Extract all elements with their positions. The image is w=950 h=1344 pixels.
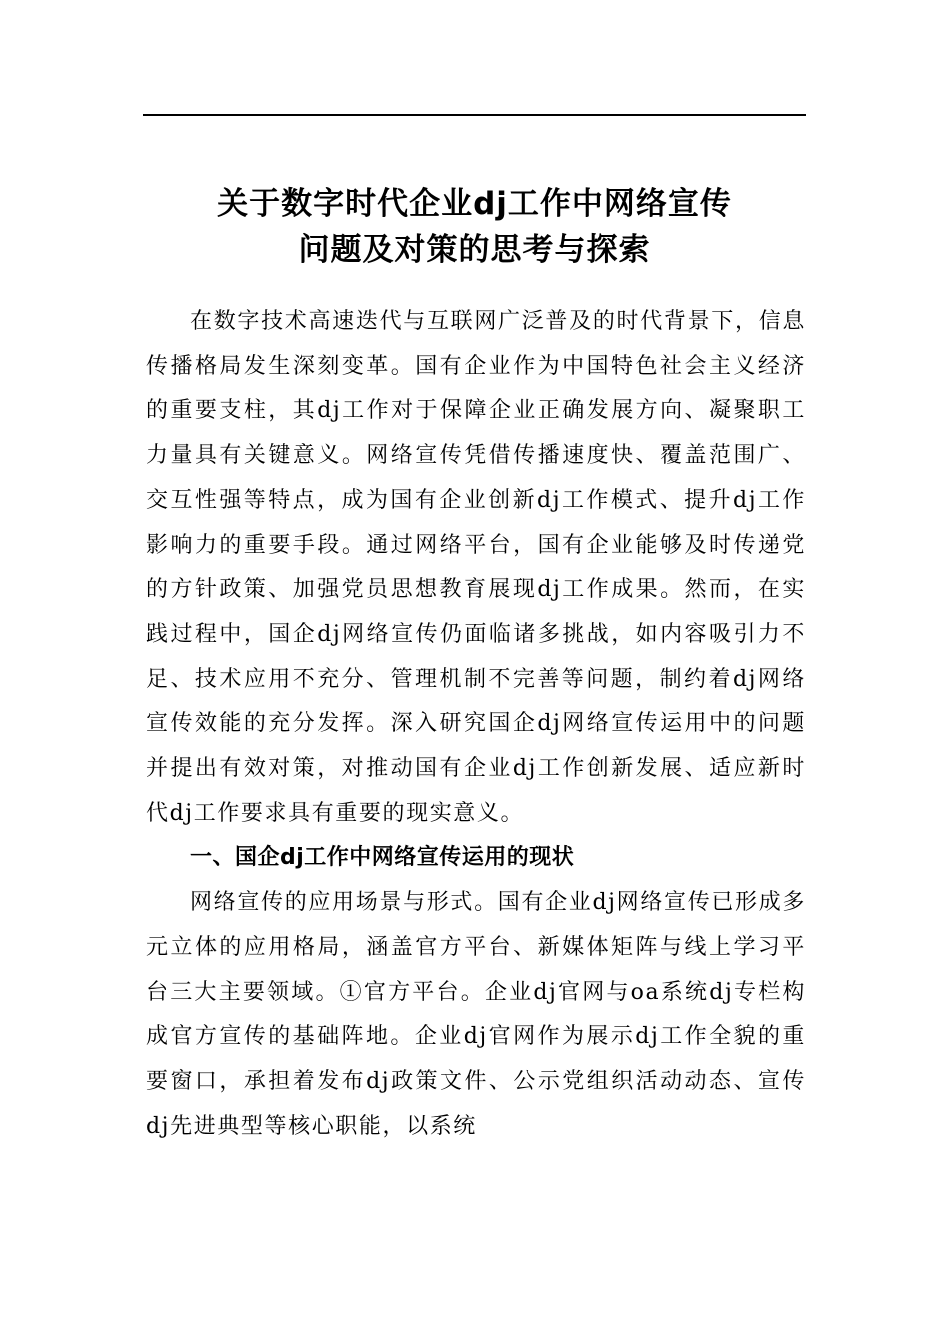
document-title (143, 181, 806, 273)
intro-paragraph: 在数字技术高速迭代与互联网广泛普及的时代背景下，信息传播格局发生深刻变革。国有企业作为中国特色社会主义经济的重要支柱，其dj工作对于保障企业正确发展方向、凝聚职工力量具有关键意义。网络宣传凭借传播速度快、覆盖范围广、交互性强等特点，成为国有企业创新dj工作模式、提升dj工作影响力的重要手段。通过网络平台，国有企业能够及时传递党的方针政策、加强党员思想教育展现dj工作成果。然而，在实践过程中，国企dj网络宣传仍面临诸多挑战，如内容吸引力不足、技术应用不充分、管理机制不完善等问题，制约着dj网络宣传效能的充分发挥。深入研究国企dj网络宣传运用中的问题并提出有效对策，对推动国有企业dj工作创新发展、适应新时代dj工作要求具有重要的现实意义。 (146, 309, 806, 826)
title-line-2: 问题及对策的思考与探索 (298, 231, 651, 268)
section-1-paragraph: 网络宣传的应用场景与形式。国有企业dj网络宣传已形成多元立体的应用格局，涵盖官方平台、新媒体矩阵与线上学习平台三大主要领域。①官方平台。企业dj官网与oa系统dj专栏构成官方宣传的基础阵地。企业dj官网作为展示dj工作全貌的重要窗口，承担着发布dj政策文件、公示党组织活动动态、宣传dj先进典型等核心职能，以系统 (146, 890, 806, 1139)
document-body (146, 300, 806, 1149)
header-rule (143, 114, 806, 116)
section-heading-1: 一、国企dj工作中网络宣传运用的现状 (190, 845, 575, 871)
title-line-1: 关于数字时代企业dj工作中网络宣传 (217, 185, 732, 222)
